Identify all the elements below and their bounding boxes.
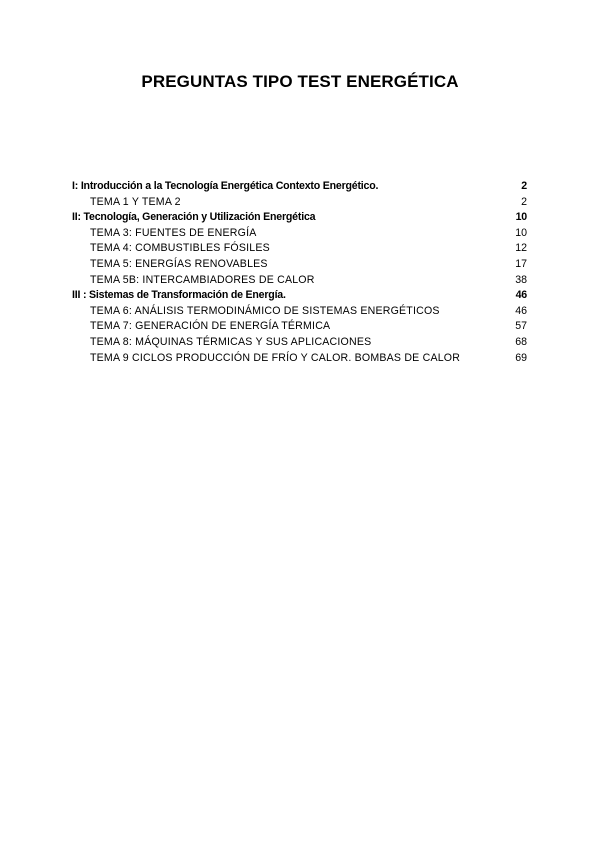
- toc-page-number: 12: [515, 242, 527, 255]
- toc-entry-label: TEMA 9 CICLOS PRODUCCIÓN DE FRÍO Y CALOR. BOMBAS DE CALOR: [90, 351, 461, 364]
- toc-page-number: 2: [521, 180, 527, 192]
- toc-section-2[interactable]: [72, 210, 527, 226]
- toc-entry-label: I: Introducción a la Tecnología Energética Contexto Energético.: [72, 180, 379, 192]
- toc-page-number: 46: [515, 289, 527, 302]
- toc-entry-label: TEMA 4: COMBUSTIBLES FÓSILES: [90, 242, 270, 255]
- toc-section-3[interactable]: [72, 288, 527, 304]
- toc-page-number: 68: [515, 335, 527, 348]
- toc-page-number: 38: [515, 273, 527, 286]
- page-title: PREGUNTAS TIPO TEST ENERGÉTICA: [141, 72, 459, 91]
- toc-topic-tema-8[interactable]: [72, 335, 527, 351]
- toc-page-number: 46: [515, 304, 527, 317]
- toc-entry-label: TEMA 5: ENERGÍAS RENOVABLES: [90, 257, 268, 270]
- toc-entry-label: TEMA 7: GENERACIÓN DE ENERGÍA TÉRMICA: [90, 320, 331, 333]
- toc-page-number: 10: [515, 226, 527, 239]
- toc-entry-label: TEMA 6: ANÁLISIS TERMODINÁMICO DE SISTEMAS ENERGÉTICOS: [90, 304, 440, 317]
- toc-entry-label: TEMA 5B: INTERCAMBIADORES DE CALOR: [90, 273, 315, 286]
- toc-entry-label: TEMA 3: FUENTES DE ENERGÍA: [90, 226, 257, 239]
- toc-entry-label: TEMA 1 Y TEMA 2: [90, 195, 181, 208]
- toc-page-number: 69: [515, 351, 527, 364]
- toc-entry-label: TEMA 8: MÁQUINAS TÉRMICAS Y SUS APLICACIONES: [90, 335, 372, 348]
- toc-page-number: 2: [521, 195, 527, 208]
- toc-topic-tema-5b[interactable]: [72, 273, 527, 289]
- toc-entry-label: II: Tecnología, Generación y Utilización Energética: [72, 211, 316, 224]
- toc-page-number: 57: [515, 320, 527, 333]
- toc-topic-tema-4[interactable]: [72, 241, 527, 257]
- toc-topic-tema-7[interactable]: [72, 319, 527, 335]
- toc-topic-tema-1-2[interactable]: [72, 195, 527, 211]
- toc-topic-tema-3[interactable]: [72, 226, 527, 242]
- toc-page-number: 17: [515, 257, 527, 270]
- table-of-contents: [72, 179, 527, 366]
- toc-section-1[interactable]: [72, 179, 527, 195]
- toc-topic-tema-9[interactable]: [72, 351, 527, 367]
- toc-page-number: 10: [515, 211, 527, 224]
- toc-topic-tema-6[interactable]: [72, 304, 527, 320]
- toc-entry-label: III : Sistemas de Transformación de Energía.: [72, 289, 286, 302]
- toc-topic-tema-5[interactable]: [72, 257, 527, 273]
